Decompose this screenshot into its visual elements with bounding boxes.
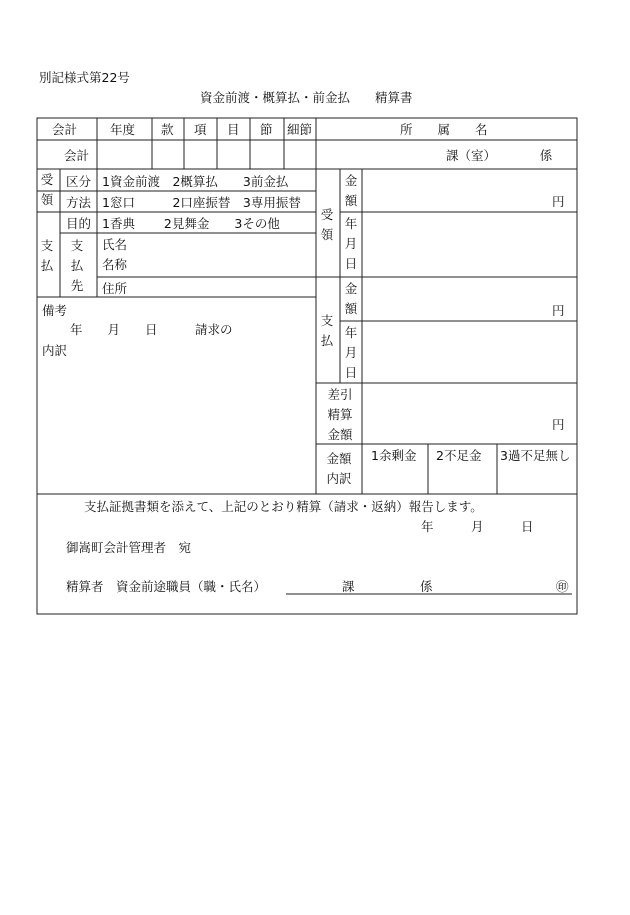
- form-number: 別記様式第22号: [39, 70, 130, 85]
- settler-section-ka: 課: [342, 579, 355, 594]
- footer-date-line: 年 月 日: [421, 519, 534, 534]
- received-group-label: 受領: [320, 207, 334, 242]
- header-moku: 目: [227, 122, 240, 137]
- paid-amount-label: 金額: [344, 281, 358, 316]
- breakdown-option-shortage: 2不足金: [436, 448, 482, 463]
- form-title: 資金前渡・概算払・前金払 精算書: [200, 90, 413, 105]
- designation-label: 名称: [102, 257, 128, 272]
- settler-section-kakari: 係: [420, 579, 433, 594]
- header-kou: 項: [194, 122, 207, 137]
- purpose-label: 目的: [66, 216, 92, 231]
- remarks-label: 備考: [42, 303, 68, 318]
- received-date-label: 年月日: [344, 216, 358, 271]
- paid-yen: 円: [552, 303, 565, 318]
- purpose-options: 1香典 2見舞金 3その他: [102, 216, 280, 231]
- header-kaikei: 会計: [52, 122, 78, 137]
- received-amount-label: 金額: [344, 173, 358, 208]
- balance-label: 差引精算金額: [327, 387, 353, 442]
- paid-date-label: 年月日: [344, 325, 358, 380]
- category-label: 区分: [66, 174, 92, 189]
- payment-group-label: 支払: [40, 238, 54, 273]
- footer-statement: 支払証拠書類を添えて、上記のとおり精算（請求・返納）報告します。: [84, 499, 483, 514]
- received-yen: 円: [552, 194, 565, 209]
- header-setsu: 節: [260, 122, 273, 137]
- header-nendo: 年度: [110, 122, 136, 137]
- receiving-group-label: 受領: [40, 172, 54, 207]
- breakdown-option-surplus: 1余剰金: [371, 448, 417, 463]
- affiliation-label: 所 属 名: [400, 122, 488, 137]
- section-label: 課（室） 係: [446, 148, 553, 163]
- balance-yen: 円: [552, 417, 565, 432]
- remarks-breakdown-label: 内訳: [42, 343, 68, 358]
- method-options: 1窓口 2口座振替 3専用振替: [102, 195, 301, 210]
- address-label: 住所: [102, 281, 128, 296]
- header-saisetsu: 細節: [287, 122, 313, 137]
- paid-group-label: 支払: [320, 313, 334, 348]
- remarks-date-line: 年 月 日 請求の: [70, 322, 233, 337]
- breakdown-label: 金額内訳: [326, 451, 352, 486]
- name-label: 氏名: [102, 237, 128, 252]
- category-options: 1資金前渡 2概算払 3前金払: [102, 174, 289, 189]
- footer-addressee: 御嵩町会計管理者 宛: [66, 540, 192, 555]
- header-kan: 款: [161, 122, 174, 137]
- settler-line: 精算者 資金前途職員（職・氏名）: [66, 579, 267, 594]
- seal-mark: ㊞: [556, 579, 569, 594]
- payee-label: 支払先: [70, 238, 84, 293]
- method-label: 方法: [66, 195, 92, 210]
- breakdown-option-none: 3過不足無し: [500, 448, 571, 463]
- account-row-label: 会計: [64, 148, 90, 163]
